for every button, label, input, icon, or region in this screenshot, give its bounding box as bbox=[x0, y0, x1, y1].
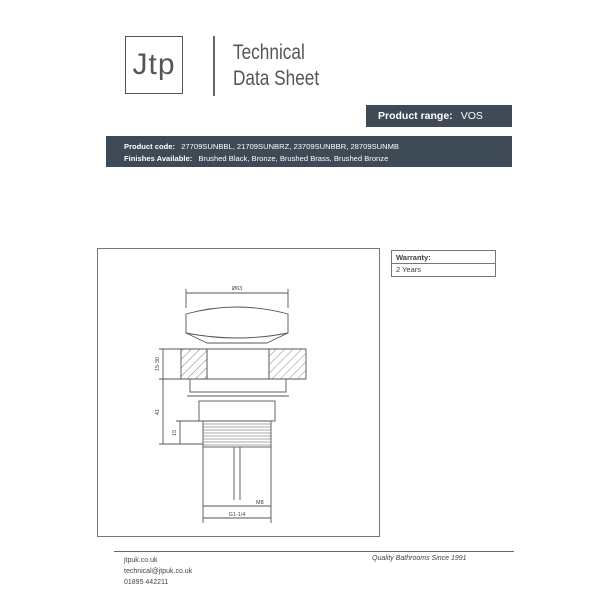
dim-height-label: 41 bbox=[155, 408, 161, 416]
product-range-bar bbox=[366, 105, 512, 127]
finishes-row bbox=[124, 153, 512, 165]
warranty-label: Warranty: bbox=[392, 251, 495, 264]
dim-g-label: G1-1/4 bbox=[228, 512, 246, 518]
footer-rule bbox=[114, 551, 514, 552]
title-line-1: Technical bbox=[233, 41, 305, 64]
header-divider bbox=[213, 36, 215, 96]
thread-section bbox=[203, 421, 271, 447]
dim-m8-label: M8 bbox=[256, 500, 264, 506]
collar bbox=[199, 401, 275, 421]
warranty-box bbox=[391, 250, 496, 277]
footer-phone: 01895 442211 bbox=[124, 579, 169, 586]
footer-contact bbox=[124, 555, 192, 588]
product-code-value: 27709SUNBBL, 21709SUNBRZ, 23709SUNBBR, 28709SUNMB bbox=[181, 142, 399, 151]
flange bbox=[190, 379, 286, 392]
product-code-row bbox=[124, 141, 512, 153]
finishes-label: Finishes Available: bbox=[124, 154, 193, 163]
waste-body bbox=[207, 349, 269, 379]
cap-outline bbox=[186, 307, 288, 338]
deck-right bbox=[269, 349, 306, 379]
document-title bbox=[233, 40, 319, 92]
dim-top-label: Ø63 bbox=[231, 286, 243, 292]
brand-logo bbox=[125, 36, 183, 94]
product-code-label: Product code: bbox=[124, 142, 176, 151]
product-range-label: Product range: bbox=[378, 110, 453, 122]
footer-tagline: Quality Bathrooms Since 1991 bbox=[372, 555, 467, 562]
dim-thread-label: 15 bbox=[172, 429, 178, 437]
finishes-value: Brushed Black, Bronze, Brushed Brass, Brushed Bronze bbox=[198, 154, 389, 163]
technical-drawing bbox=[97, 248, 380, 537]
logo-text: Jtp bbox=[132, 48, 176, 81]
product-info-bar bbox=[106, 136, 512, 167]
product-range-value: VOS bbox=[460, 110, 483, 122]
footer-website[interactable]: jtpuk.co.uk bbox=[124, 557, 158, 564]
footer-email[interactable]: technical@jtpuk.co.uk bbox=[124, 568, 193, 575]
deck-left bbox=[181, 349, 207, 379]
dim-deck-label: 15-30 bbox=[155, 356, 161, 372]
warranty-value: 2 Years bbox=[396, 265, 422, 274]
title-line-2: Data Sheet bbox=[233, 67, 320, 90]
